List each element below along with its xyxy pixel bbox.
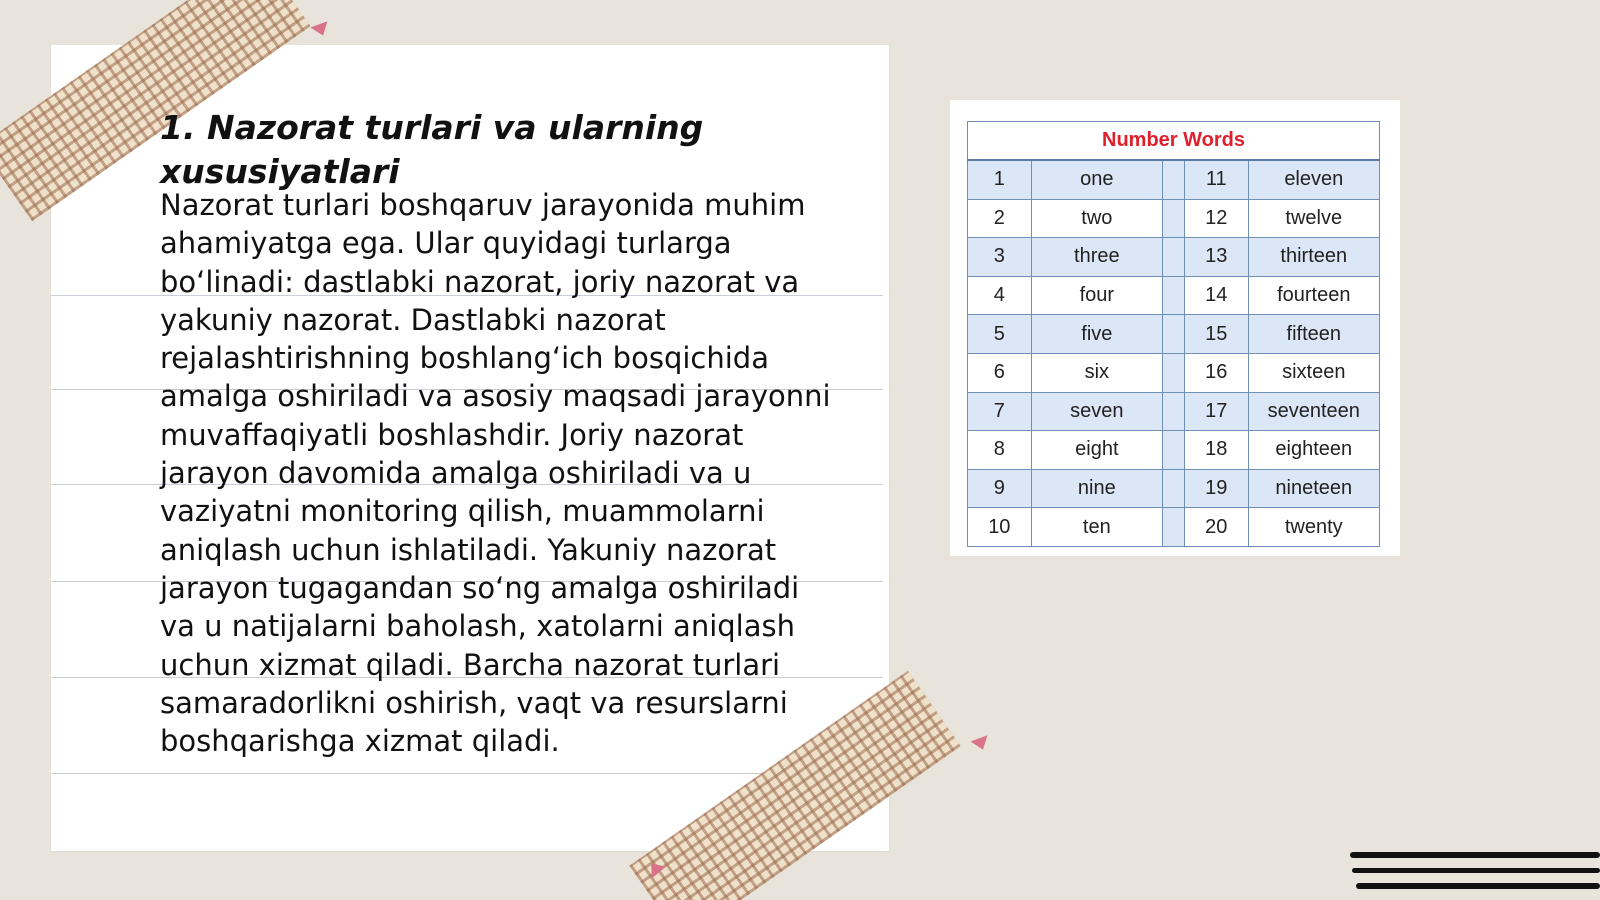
number-cell: 2 (968, 199, 1032, 238)
number-cell: 19 (1184, 469, 1248, 508)
table-row (968, 508, 1380, 547)
word-cell: five (1031, 315, 1162, 354)
decorative-line (1350, 852, 1600, 858)
word-cell: eleven (1248, 160, 1379, 199)
number-cell: 12 (1184, 199, 1248, 238)
number-cell: 5 (968, 315, 1032, 354)
number-cell: 1 (968, 160, 1032, 199)
number-cell: 14 (1184, 276, 1248, 315)
table-row (968, 276, 1380, 315)
number-cell: 15 (1184, 315, 1248, 354)
number-cell: 13 (1184, 238, 1248, 277)
word-cell: nineteen (1248, 469, 1379, 508)
number-cell: 10 (968, 508, 1032, 547)
word-cell: twelve (1248, 199, 1379, 238)
word-cell: eighteen (1248, 431, 1379, 470)
number-words-card (950, 100, 1400, 556)
number-cell: 18 (1184, 431, 1248, 470)
column-gap (1163, 238, 1185, 277)
table-row (968, 199, 1380, 238)
section-heading: 1. Nazorat turlari va ularning xususiyatlari (160, 108, 704, 191)
ruled-line (51, 773, 883, 774)
decorative-line (1356, 883, 1600, 889)
number-cell: 3 (968, 238, 1032, 277)
number-cell: 8 (968, 431, 1032, 470)
word-cell: three (1031, 238, 1162, 277)
word-cell: two (1031, 199, 1162, 238)
word-cell: eight (1031, 431, 1162, 470)
word-cell: seven (1031, 392, 1162, 431)
word-cell: ten (1031, 508, 1162, 547)
tape-tip-decoration (310, 21, 331, 38)
word-cell: thirteen (1248, 238, 1379, 277)
tape-tip-decoration (970, 735, 991, 752)
column-gap (1163, 276, 1185, 315)
word-cell: one (1031, 160, 1162, 199)
table-row (968, 392, 1380, 431)
table-row (968, 238, 1380, 277)
word-cell: six (1031, 353, 1162, 392)
column-gap (1163, 431, 1185, 470)
number-cell: 6 (968, 353, 1032, 392)
number-cell: 7 (968, 392, 1032, 431)
column-gap (1163, 392, 1185, 431)
number-cell: 20 (1184, 508, 1248, 547)
table-body (968, 160, 1380, 546)
number-cell: 4 (968, 276, 1032, 315)
table-row (968, 353, 1380, 392)
column-gap (1163, 199, 1185, 238)
table-row (968, 469, 1380, 508)
table-row (968, 160, 1380, 199)
body-paragraph: Nazorat turlari boshqaruv jarayonida muhim ahamiyatga ega. Ular quyidagi turlarga bo‘linadi: dastlabki nazorat, joriy nazorat va yakuniy nazorat. Dastlabki nazorat rejalashtirishning boshlang‘ich bosqichida amalga oshiriladi va asosiy maqsadi jarayonni muvaffaqiyatli boshlashdir. Joriy nazorat jarayon davomida amalga oshiriladi va u vaziyatni monitoring qilish, muammolarni aniqlash uchun ishlatiladi. Yakuniy nazorat jarayon tugagandan so‘ng amalga oshiriladi va u natijalarni baholash, xatolarni aniqlash uchun xizmat qiladi. Barcha nazorat turlari samaradorlikni oshirish, vaqt va resurslarni boshqarishga xizmat qiladi. (160, 188, 831, 759)
number-words-table (967, 121, 1380, 547)
table-title: Number Words (968, 122, 1380, 161)
column-gap (1163, 315, 1185, 354)
column-gap (1163, 469, 1185, 508)
word-cell: four (1031, 276, 1162, 315)
decorative-line (1352, 868, 1600, 873)
number-cell: 16 (1184, 353, 1248, 392)
column-gap (1163, 508, 1185, 547)
number-cell: 9 (968, 469, 1032, 508)
number-cell: 17 (1184, 392, 1248, 431)
word-cell: twenty (1248, 508, 1379, 547)
word-cell: fifteen (1248, 315, 1379, 354)
table-row (968, 315, 1380, 354)
table-row (968, 431, 1380, 470)
number-cell: 11 (1184, 160, 1248, 199)
column-gap (1163, 160, 1185, 199)
column-gap (1163, 353, 1185, 392)
word-cell: fourteen (1248, 276, 1379, 315)
word-cell: seventeen (1248, 392, 1379, 431)
word-cell: nine (1031, 469, 1162, 508)
word-cell: sixteen (1248, 353, 1379, 392)
